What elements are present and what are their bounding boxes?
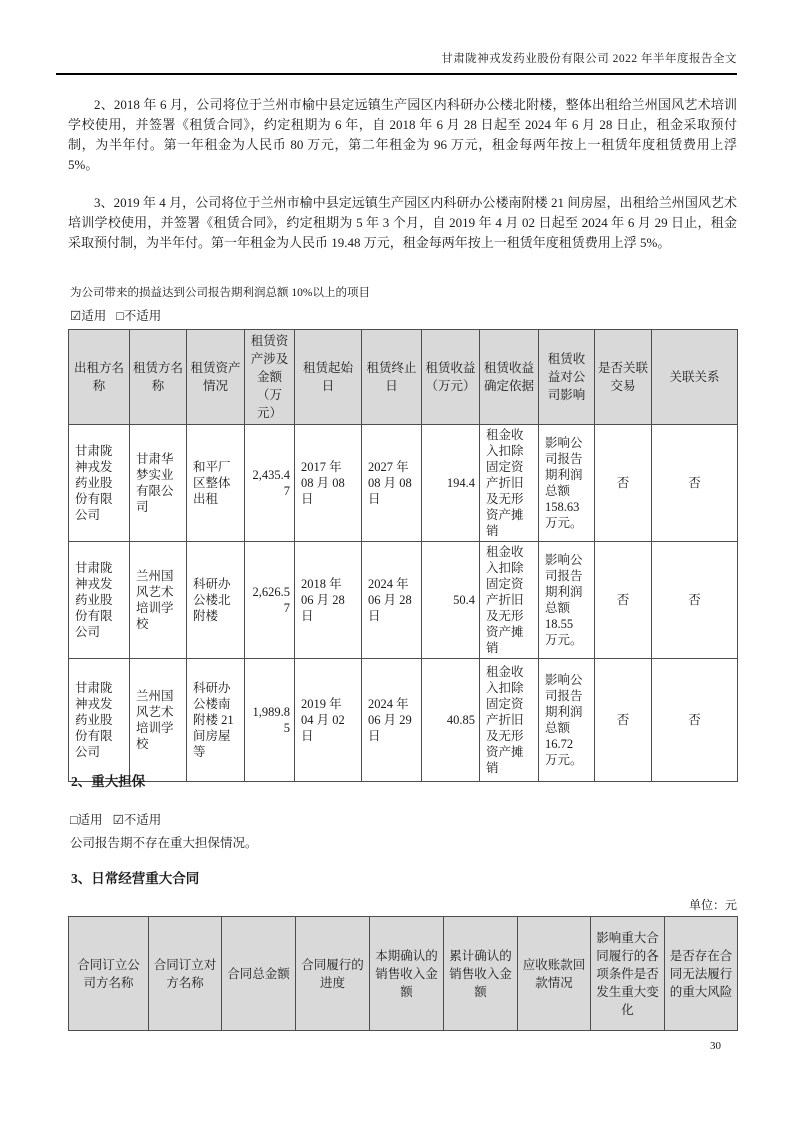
lease-cell: 否 [652, 425, 738, 542]
lease-row [69, 542, 738, 659]
section-heading-guarantee: 2、重大担保 [71, 774, 146, 789]
lease-header-row [69, 330, 738, 425]
lease-header-cell: 出租方名称 [69, 330, 130, 425]
lease-cell: 否 [595, 659, 652, 782]
paragraph-lease-2: 2、2018 年 6 月，公司将位于兰州市榆中县定远镇生产园区内科研办公楼北附楼，整体出租给兰州国风艺术培训学校使用，并签署《租赁合同》，约定租期为 6 年，自 2018 年 6 月 28 日起至 2024 年 6 月 28 日止，租金采取预付制，为半年付。第一年租金为人民币 80 万元，第二年租金为 96 万元，租金每两年按上一租赁年度租赁费用上浮 5%。 [68, 97, 737, 172]
contracts-header-cell: 合同总金额 [222, 917, 296, 1031]
document-header-title: 甘肃陇神戎发药业股份有限公司 2022 年半年度报告全文 [441, 53, 737, 65]
page-number: 30 [710, 1040, 721, 1052]
contracts-header-cell: 合同履行的进度 [296, 917, 370, 1031]
contracts-table [68, 916, 738, 1031]
lease-cell: 科研办公楼南附楼 21 间房屋等 [187, 659, 245, 782]
contracts-header-cell: 本期确认的销售收入金额 [370, 917, 444, 1031]
lease-header-cell: 租赁方名称 [130, 330, 187, 425]
lease-cell: 否 [652, 659, 738, 782]
lease-cell: 2024 年 06 月 28 日 [362, 542, 422, 659]
checkbox-not-applicable: □不适用 [116, 309, 162, 323]
profit-threshold-note: 为公司带来的损益达到公司报告期利润总额 10%以上的项目 [70, 287, 370, 299]
lease-cell: 194.4 [422, 425, 480, 542]
lease-header-cell: 租赁收益（万元） [422, 330, 480, 425]
guarantee-note: 公司报告期不存在重大担保情况。 [70, 836, 258, 850]
lease-cell: 科研办公楼北附楼 [187, 542, 245, 659]
checkbox-not-applicable: ☑不适用 [112, 813, 162, 827]
lease-cell: 甘肃华梦实业有限公司 [130, 425, 187, 542]
lease-header-cell: 租赁起始日 [295, 330, 362, 425]
lease-cell: 否 [595, 542, 652, 659]
contracts-header-row [69, 917, 738, 1031]
lease-cell: 2018 年 06 月 28 日 [295, 542, 362, 659]
lease-cell: 和平厂区整体出租 [187, 425, 245, 542]
applicability-row-lease [70, 306, 161, 324]
lease-header-cell: 是否关联交易 [595, 330, 652, 425]
contracts-header-cell: 累计确认的销售收入金额 [444, 917, 518, 1031]
applicability-row-guarantee [70, 810, 161, 828]
lease-income-table [68, 329, 738, 782]
contracts-header-cell: 影响重大合同履行的各项条件是否发生重大变化 [591, 917, 665, 1031]
lease-cell: 2,626.57 [245, 542, 295, 659]
lease-cell: 40.85 [422, 659, 480, 782]
header-rule [56, 73, 737, 75]
lease-cell: 2027 年 08 月 08 日 [362, 425, 422, 542]
lease-cell: 影响公司报告期利润总额 16.72 万元。 [539, 659, 595, 782]
lease-cell: 租金收入扣除固定资产折旧及无形资产摊销 [480, 425, 539, 542]
section-heading-contracts: 3、日常经营重大合同 [71, 871, 200, 886]
lease-cell: 兰州国风艺术培训学校 [130, 542, 187, 659]
lease-row [69, 659, 738, 782]
lease-cell: 2019 年 04 月 02 日 [295, 659, 362, 782]
contracts-header-cell: 合同订立公司方名称 [69, 917, 149, 1031]
lease-cell: 2024 年 06 月 29 日 [362, 659, 422, 782]
lease-header-cell: 租赁终止日 [362, 330, 422, 425]
lease-header-cell: 租赁资产涉及金额（万元） [245, 330, 295, 425]
lease-cell: 2017 年 08 月 08 日 [295, 425, 362, 542]
contracts-header-cell: 合同订立对方名称 [149, 917, 222, 1031]
lease-cell: 甘肃陇神戎发药业股份有限公司 [69, 659, 130, 782]
lease-header-cell: 关联关系 [652, 330, 738, 425]
lease-cell: 甘肃陇神戎发药业股份有限公司 [69, 542, 130, 659]
checkbox-applicable: ☑适用 [70, 309, 107, 323]
lease-cell: 1,989.85 [245, 659, 295, 782]
lease-header-cell: 租赁资产情况 [187, 330, 245, 425]
lease-cell: 租金收入扣除固定资产折旧及无形资产摊销 [480, 542, 539, 659]
checkbox-applicable: □适用 [70, 813, 103, 827]
lease-cell: 否 [595, 425, 652, 542]
contracts-header-cell: 应收账款回款情况 [518, 917, 591, 1031]
lease-cell: 甘肃陇神戎发药业股份有限公司 [69, 425, 130, 542]
lease-cell: 租金收入扣除固定资产折旧及无形资产摊销 [480, 659, 539, 782]
unit-label: 单位：元 [688, 898, 737, 912]
lease-header-cell: 租赁收益确定依据 [480, 330, 539, 425]
lease-cell: 影响公司报告期利润总额 18.55 万元。 [539, 542, 595, 659]
lease-cell: 兰州国风艺术培训学校 [130, 659, 187, 782]
lease-cell: 否 [652, 542, 738, 659]
lease-cell: 2,435.47 [245, 425, 295, 542]
contracts-header-cell: 是否存在合同无法履行的重大风险 [665, 917, 738, 1031]
paragraph-lease-3: 3、2019 年 4 月，公司将位于兰州市榆中县定远镇生产园区内科研办公楼南附楼 21 间房屋，出租给兰州国风艺术培训学校使用，并签署《租赁合同》，约定租期为 5 年 3 个月，自 2019 年 4 月 02 日起至 2024 年 6 月 29 日止，租金采取预付制，为半年付。第一年租金为人民币 19.48 万元，租金每两年按上一租赁年度租赁费用上浮 5%。 [68, 195, 737, 250]
lease-cell: 50.4 [422, 542, 480, 659]
lease-row [69, 425, 738, 542]
lease-cell: 影响公司报告期利润总额 158.63 万元。 [539, 425, 595, 542]
lease-header-cell: 租赁收益对公司影响 [539, 330, 595, 425]
